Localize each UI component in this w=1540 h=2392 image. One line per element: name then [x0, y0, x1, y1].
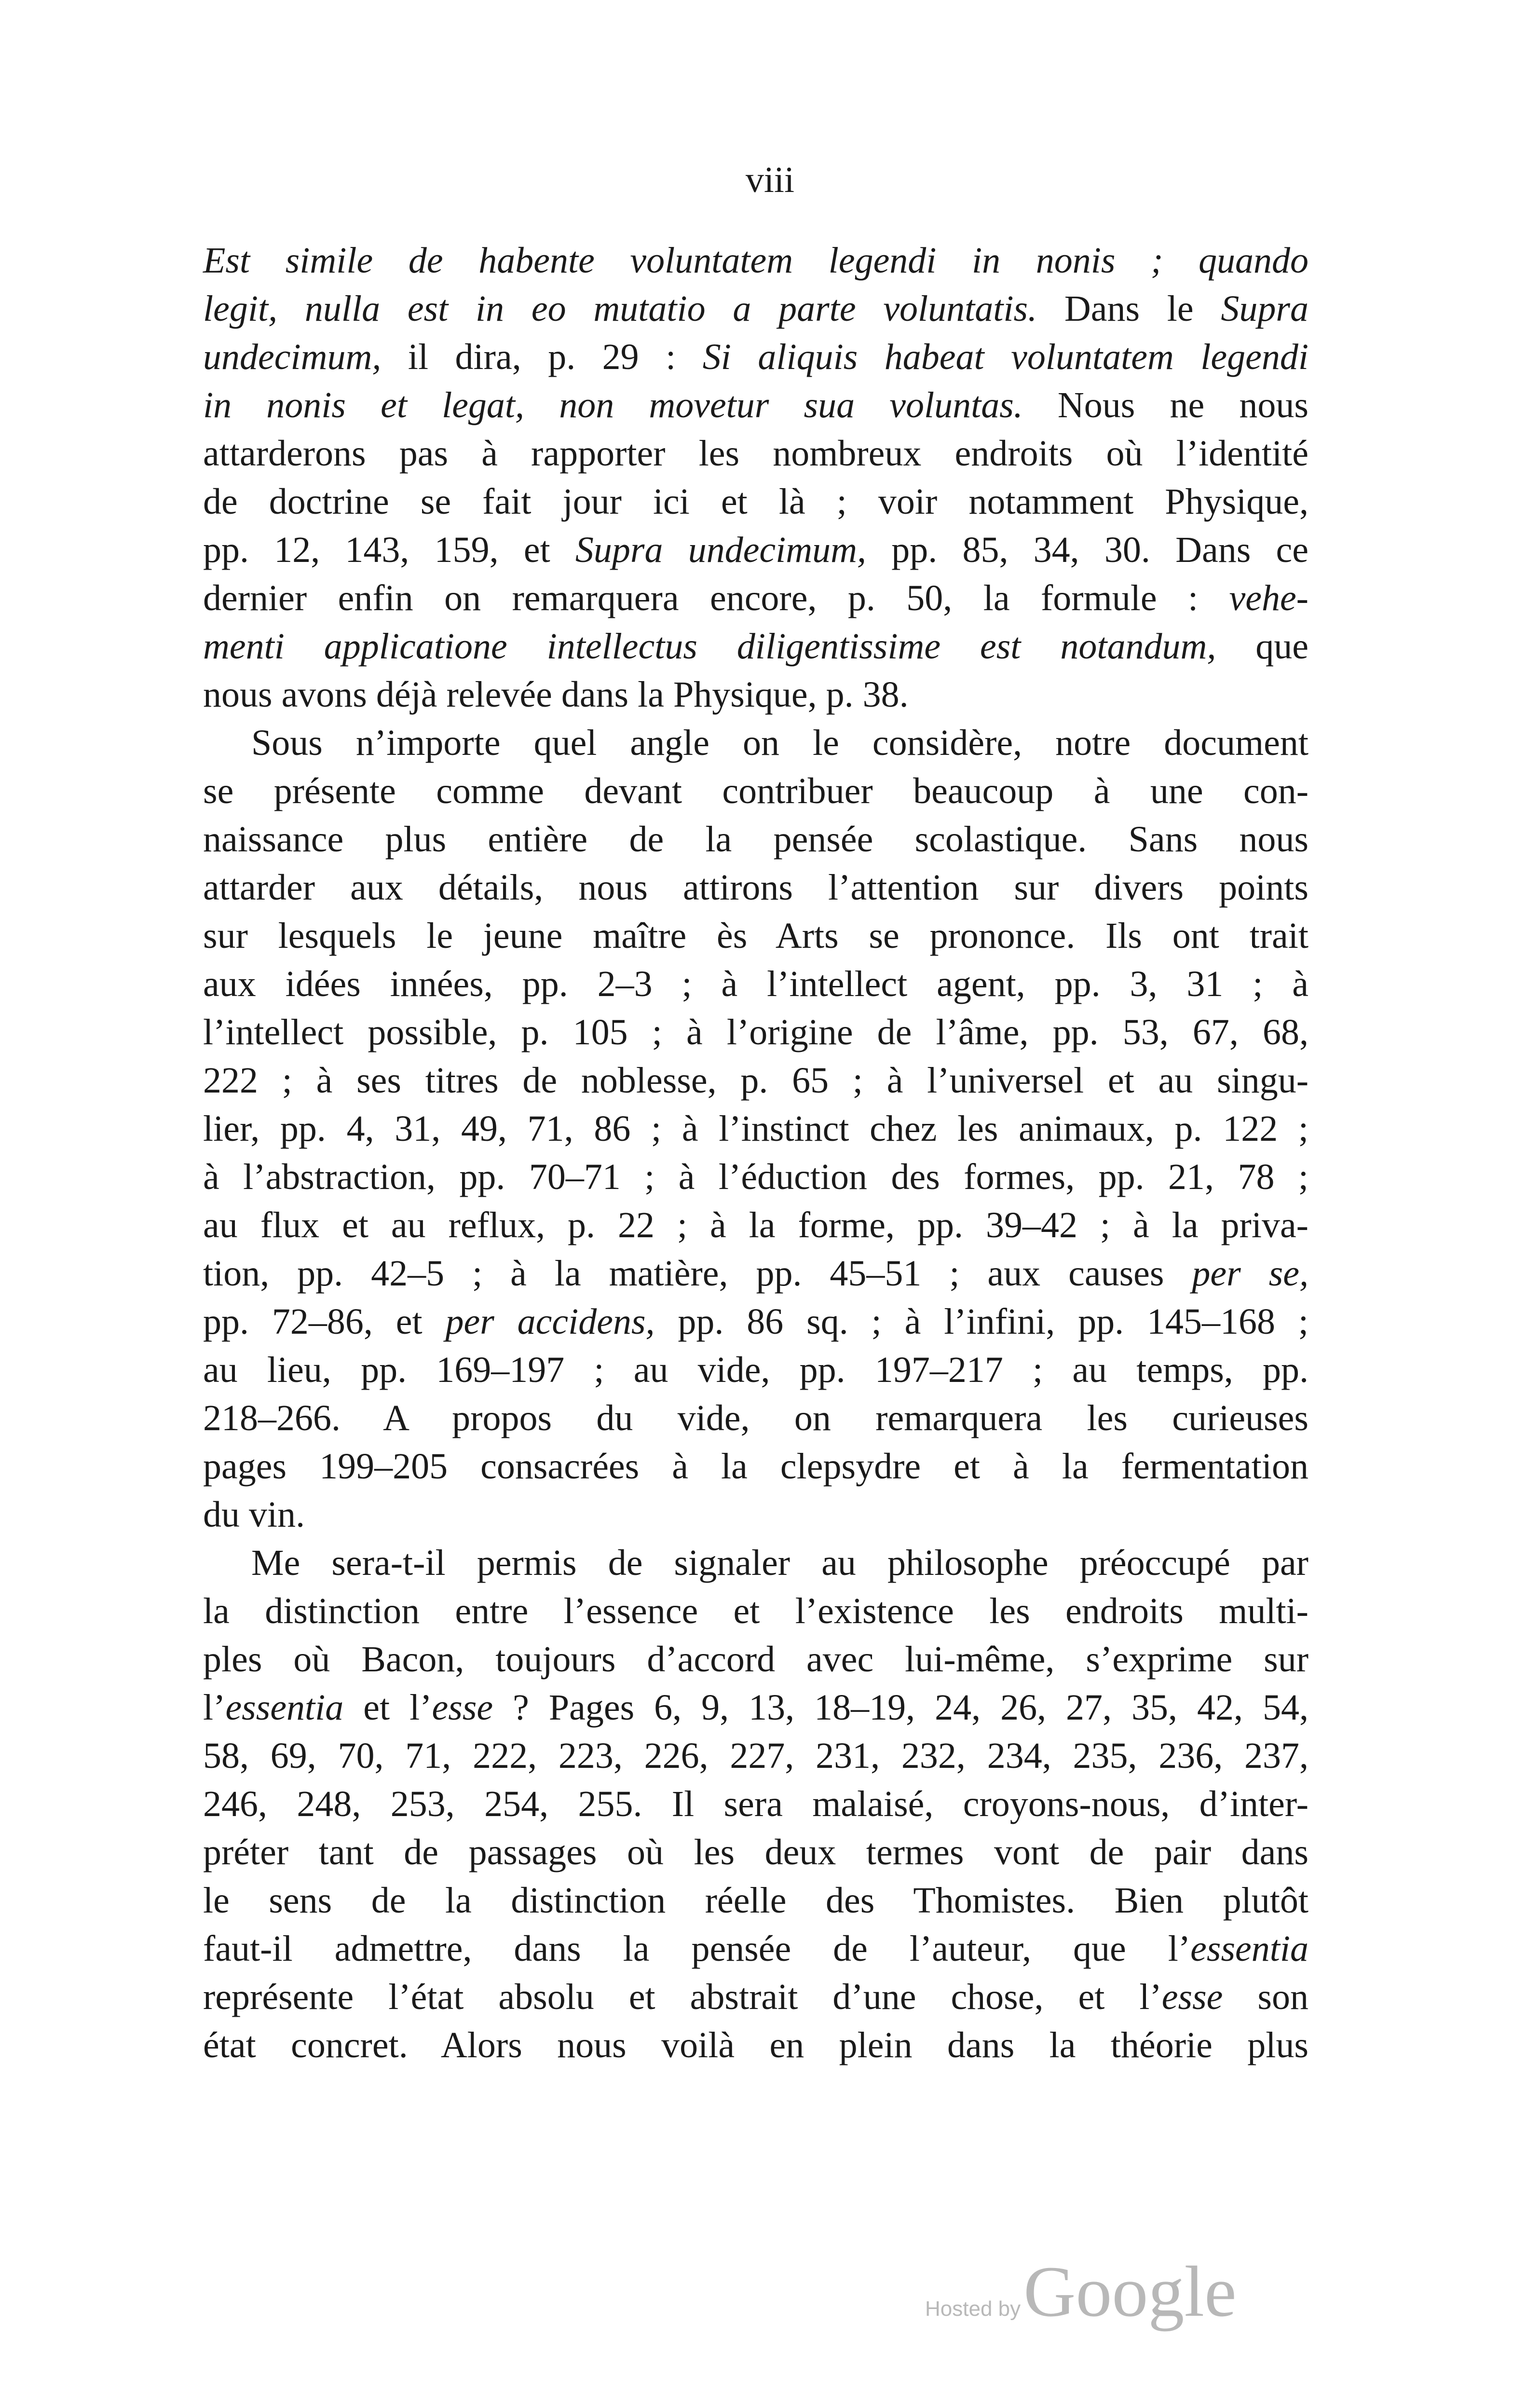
text-line	[203, 381, 1308, 429]
text-line	[203, 1201, 1308, 1249]
text-line	[203, 333, 1308, 381]
text-run: état concret. Alors nous voilà en plein dans la théorie plus	[203, 2025, 1308, 2065]
text-line	[203, 236, 1308, 285]
text-run: dernier enfin on remarquera encore, p. 50, la formule :	[203, 578, 1229, 618]
paragraph	[203, 719, 1308, 1539]
text-line	[203, 1539, 1308, 1587]
italic-text: menti applicatione intellectus diligentissime est notandum,	[203, 626, 1216, 667]
italic-text: Supra undecimum,	[575, 530, 867, 570]
italic-text: per accidens,	[445, 1301, 655, 1342]
text-line	[203, 1876, 1308, 1925]
text-line	[203, 912, 1308, 960]
italic-text: Est simile de habente voluntatem legendi in nonis ; quando	[203, 240, 1308, 281]
text-line	[203, 1973, 1308, 2021]
text-run: Dans le	[1037, 288, 1221, 329]
text-line	[203, 1828, 1308, 1876]
text-line	[203, 1153, 1308, 1201]
italic-text: in nonis et legat, non movetur sua voluntas.	[203, 385, 1023, 425]
text-run: Nous ne nous	[1022, 385, 1308, 425]
text-run: pp. 85, 34, 30. Dans ce	[866, 530, 1308, 570]
text-run: le sens de la distinction réelle des Thomistes. Bien plutôt	[203, 1880, 1308, 1921]
text-run: de doctrine se fait jour ici et là ; voir notamment Physique,	[203, 481, 1308, 522]
text-run: ples où Bacon, toujours d’accord avec lui-même, s’exprime sur	[203, 1639, 1308, 1680]
hosted-by-google-watermark	[925, 2250, 1237, 2333]
text-run: représente l’état absolu et abstrait d’une chose, et l’	[203, 1977, 1162, 2017]
text-run: Sous n’importe quel angle on le considère, notre document	[251, 723, 1308, 763]
text-run: la distinction entre l’essence et l’existence les endroits multi-	[203, 1591, 1308, 1631]
text-run: aux idées innées, pp. 2–3 ; à l’intellect agent, pp. 3, 31 ; à	[203, 964, 1308, 1004]
text-line	[203, 478, 1308, 526]
italic-text: Supra	[1221, 288, 1308, 329]
text-run: 222 ; à ses titres de noblesse, p. 65 ; à l’universel et au singu-	[203, 1060, 1308, 1101]
text-run: attarderons pas à rapporter les nombreux endroits où l’identité	[203, 433, 1308, 474]
text-run: du vin.	[203, 1494, 305, 1535]
text-line	[203, 1394, 1308, 1442]
text-line	[203, 1490, 1308, 1539]
text-run: son	[1223, 1977, 1308, 2017]
text-line	[203, 1442, 1308, 1490]
google-logo: Google	[1023, 2252, 1237, 2332]
italic-text: vehe-	[1229, 578, 1308, 618]
italic-text: legit, nulla est in eo mutatio a parte voluntatis.	[203, 288, 1037, 329]
body-text	[203, 236, 1308, 2069]
text-run: sur lesquels le jeune maître ès Arts se prononce. Ils ont trait	[203, 916, 1308, 956]
text-run: attarder aux détails, nous attirons l’attention sur divers points	[203, 867, 1308, 908]
paragraph	[203, 236, 1308, 719]
text-run: pp. 72–86, et	[203, 1301, 446, 1342]
italic-text: essentia	[225, 1687, 344, 1728]
text-run: l’intellect possible, p. 105 ; à l’origine de l’âme, pp. 53, 67, 68,	[203, 1012, 1308, 1052]
text-line	[203, 863, 1308, 912]
text-line	[203, 1346, 1308, 1394]
text-line	[203, 1105, 1308, 1153]
text-run: 246, 248, 253, 254, 255. Il sera malaisé, croyons-nous, d’inter-	[203, 1784, 1308, 1824]
italic-text: Si aliquis habeat voluntatem legendi	[702, 337, 1308, 377]
paragraph	[203, 1539, 1308, 2069]
text-run: se présente comme devant contribuer beaucoup à une con-	[203, 771, 1308, 811]
text-line	[203, 1587, 1308, 1635]
text-line	[203, 1732, 1308, 1780]
text-line	[203, 719, 1308, 767]
text-run: pp. 12, 143, 159, et	[203, 530, 575, 570]
text-line	[203, 815, 1308, 863]
text-run: que	[1216, 626, 1308, 667]
text-run: tion, pp. 42–5 ; à la matière, pp. 45–51 ; aux causes	[203, 1253, 1192, 1294]
text-run: 58, 69, 70, 71, 222, 223, 226, 227, 231, 232, 234, 235, 236, 237,	[203, 1736, 1308, 1776]
text-run: et l’	[343, 1687, 432, 1728]
watermark-hosted-label: Hosted by	[925, 2297, 1021, 2321]
text-run: 218–266. A propos du vide, on remarquera les curieuses	[203, 1398, 1308, 1438]
text-run: naissance plus entière de la pensée scolastique. Sans nous	[203, 819, 1308, 860]
italic-text: undecimum,	[203, 337, 382, 377]
text-run: au flux et au reflux, p. 22 ; à la forme, pp. 39–42 ; à la priva-	[203, 1205, 1308, 1245]
text-run: au lieu, pp. 169–197 ; au vide, pp. 197–217 ; au temps, pp.	[203, 1350, 1308, 1390]
text-line	[203, 1635, 1308, 1683]
text-line	[203, 1008, 1308, 1056]
text-run: pages 199–205 consacrées à la clepsydre et à la fermentation	[203, 1446, 1308, 1487]
text-line	[203, 1780, 1308, 1828]
text-run: lier, pp. 4, 31, 49, 71, 86 ; à l’instinct chez les animaux, p. 122 ;	[203, 1108, 1308, 1149]
text-line	[203, 1683, 1308, 1732]
text-line	[203, 670, 1308, 719]
text-line	[203, 285, 1308, 333]
text-run: l’	[203, 1687, 226, 1728]
text-line	[203, 2021, 1308, 2069]
italic-text: per se,	[1192, 1253, 1308, 1294]
text-run: pp. 86 sq. ; à l’infini, pp. 145–168 ;	[654, 1301, 1308, 1342]
text-line	[203, 1925, 1308, 1973]
text-run: nous avons déjà relevée dans la Physique, p. 38.	[203, 674, 909, 715]
text-line	[203, 1298, 1308, 1346]
text-run: faut-il admettre, dans la pensée de l’auteur, que l’	[203, 1928, 1191, 1969]
italic-text: esse	[432, 1687, 493, 1728]
text-line	[203, 526, 1308, 574]
text-line	[203, 1056, 1308, 1105]
text-line	[203, 1249, 1308, 1298]
page-number: viii	[745, 160, 795, 200]
text-run: à l’abstraction, pp. 70–71 ; à l’éduction des formes, pp. 21, 78 ;	[203, 1157, 1308, 1197]
text-line	[203, 767, 1308, 815]
text-line	[203, 960, 1308, 1008]
text-run: préter tant de passages où les deux termes vont de pair dans	[203, 1832, 1308, 1873]
text-line	[203, 574, 1308, 622]
italic-text: esse	[1161, 1977, 1223, 2017]
text-line	[203, 429, 1308, 478]
text-run: Me sera-t-il permis de signaler au philosophe préoccupé par	[251, 1543, 1308, 1583]
text-line	[203, 622, 1308, 670]
italic-text: essentia	[1190, 1928, 1308, 1969]
text-run: il dira, p. 29 :	[381, 337, 703, 377]
text-run: ? Pages 6, 9, 13, 18–19, 24, 26, 27, 35, 42, 54,	[493, 1687, 1308, 1728]
